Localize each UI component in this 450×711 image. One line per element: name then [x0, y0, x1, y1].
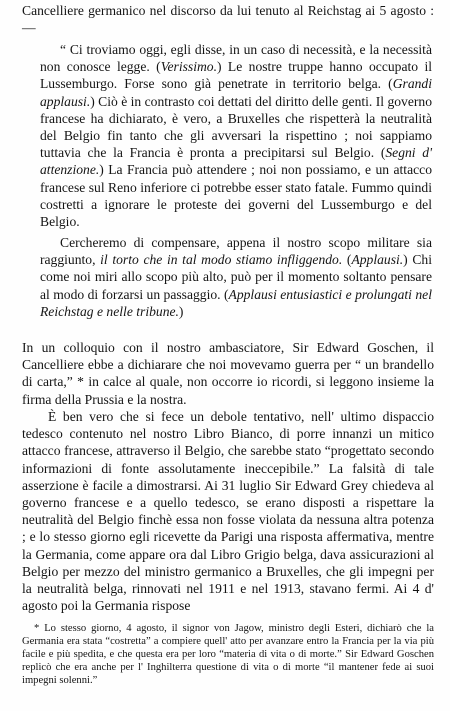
- text-run: ): [178, 303, 184, 319]
- italic-run: Grandi applausi.: [40, 76, 432, 109]
- tentativo-paragraph: È ben vero che si fece un debole tentativo, nell' ultimo dispaccio tedesco contenuto nel nostro Libro Bianco, di porre innanzi un mitico attacco francese, attraverso il Belgio, che sarebbe stato “progettato secondo informazioni di fonte assolutamente ineccepibile.” La falsità di tale asserzione è facile a dimostrarsi. Ai 31 luglio Sir Edward Grey chiedeva al governo francese e a quello tedesco, se erano disposti a rispettare la neutralità del Belgio finchè essa non fosse violata da nessuna altra potenza ; e lo stesso giorno egli ricevette da Parigi una risposta affermativa, mentre la Germania, come appare ora dal Libro Grigio belga, dava assicurazioni al Belgio per mezzo del ministro germanico a Bruxelles, che gli impegni per la neutralità belga, rinnovati nel 1911 e nel 1913, stavano fermi. Ai 4 d' agosto poi la Germania rispose: [22, 409, 434, 614]
- text-run: ) La Francia può attendere ; noi non possiamo, e un attacco francese sul Reno inferiore ci potrebbe esser stato fatale. Fummo quindi costretti a ignorare le proteste dei governi del Lussemburgo e del Belgio.: [40, 162, 432, 230]
- text-run: (: [342, 252, 352, 268]
- italic-run: Verissimo.: [160, 59, 217, 75]
- text-run: Cercheremo di compensare, appena il nostro scopo militare sia raggiunto,: [40, 235, 432, 268]
- italic-run: Applausi.: [351, 252, 404, 268]
- italic-run: il torto che in tal modo stiamo infliggendo.: [100, 252, 343, 268]
- text-run: ) Chi come noi miri allo scopo più alto, può per il momento soltanto pensare al modo di forzarsi un passaggio. (: [40, 252, 432, 302]
- speech-quote-paragraph-2: [40, 234, 432, 320]
- italic-run: Applausi entusiastici e prolungati nel Reichstag e nelle tribune.: [40, 286, 432, 319]
- speech-quote-paragraph-1: [40, 41, 432, 230]
- text-run: “ Ci troviamo oggi, egli disse, in un caso di necessità, e la necessità non conosce legge. (: [40, 42, 432, 75]
- italic-run: Segni d' attenzione.: [40, 145, 432, 178]
- footnote: * Lo stesso giorno, 4 agosto, il signor von Jagow, ministro degli Esteri, dichiarò che la Germania era stata “costretta” a compiere quell' atto per avanzare entro la Francia per la via più facile e più spedita, e che questa era per loro “materia di vita o di morte.” Sir Edward Goschen replicò che era anche per l' Inghilterra questione di vita o di morte “il mantener fede ai suoi impegni solenni.”: [22, 623, 434, 686]
- text-run: ) Ciò è in contrasto coi dettati del diritto delle genti. Il governo francese ha dichiarato, è vero, a Bruxelles che rispetterà la neutralità del Belgio fin tanto che gli avversari la rispettino ; noi sappiamo tuttavia che la Francia è pronta a precipitarsi sul Belgio. (: [40, 93, 432, 161]
- intro-paragraph: Cancelliere germanico nel discorso da lui tenuto al Reichstag ai 5 agosto :—: [22, 3, 434, 36]
- text-run: ) Le nostre truppe hanno occupato il Lussemburgo. Forse sono già penetrate in territorio belga. (: [40, 59, 433, 92]
- goschen-paragraph: In un colloquio con il nostro ambasciatore, Sir Edward Goschen, il Cancelliere ebbe a dichiarare che noi movevamo guerra per “ un brandello di carta,” * in calce al quale, non occorre io ricordi, si leggono insieme la firma della Prussia e la nostra.: [22, 340, 434, 407]
